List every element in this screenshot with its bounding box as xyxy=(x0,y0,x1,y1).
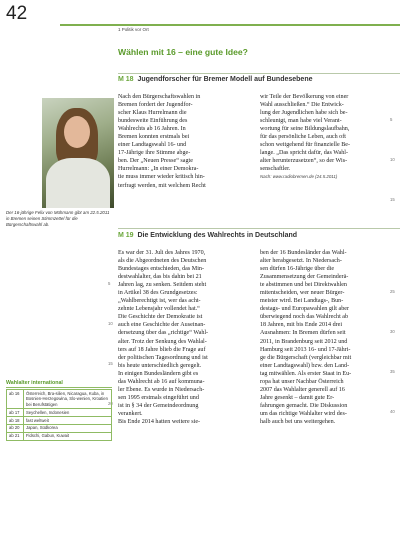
countries-cell: fast weltweit xyxy=(24,417,112,425)
text-line: der politischen Tagesordnung und ist xyxy=(118,354,208,361)
text-line: einer Landtagswahl) bzw. den Land- xyxy=(260,362,350,369)
chapter-kicker: 1 Politik vor Ort xyxy=(118,27,149,32)
text-line: 17-Jährige ihre Stimme abge- xyxy=(118,150,191,157)
text-line: ler Ebene. Es wurde in Niedersach- xyxy=(118,386,205,393)
text-line: bis heute unterschiedlich geregelt. xyxy=(118,362,202,369)
m19-line-35: 35 xyxy=(390,369,395,374)
text-line: auch eine Geschichte der Auseinan- xyxy=(118,322,206,329)
photo-shirt xyxy=(46,158,110,208)
text-line: ters auf 18 Jahre blieb die Frage auf xyxy=(118,346,206,353)
table-row xyxy=(7,432,112,440)
text-line: überwiegend noch das Wahlrecht ab xyxy=(260,314,349,321)
text-line: wortung für seine Bildungslaufbahn, xyxy=(260,126,350,133)
voter-photo xyxy=(42,98,114,208)
text-line: schon weitgehend für finanzielle Be- xyxy=(260,142,351,149)
text-line: 2007 das Wahlalter generell auf 16 xyxy=(260,386,345,393)
text-line: scher Klaus Hurrelmann die xyxy=(118,110,187,117)
text-line: alter herunterzusetzen“, so der Wis- xyxy=(260,158,348,165)
text-line: terfragt werden, mit welchem Recht xyxy=(118,182,206,189)
text-line: te abstimmen und bei Direktwahlen xyxy=(260,282,347,289)
text-line: alter. Trotz der Senkung des Wahlal- xyxy=(118,338,207,345)
text-line: für das persönliche Leben, auch oft xyxy=(260,134,346,141)
text-line: ist in § 34 der Gemeindeordnung xyxy=(118,402,199,409)
m18-column-1 xyxy=(118,93,246,190)
text-line: „Wahlberechtigt ist, wer das acht- xyxy=(118,298,201,305)
text-line: in Artikel 38 des Grundgesetzes: xyxy=(118,290,198,297)
countries-cell: Österreich, Bra-silien, Nicaragua, Kuba, in Bosnien-Herzegowina, Slo-wenien, Kroatien bei Berufstätigen xyxy=(24,390,112,409)
m18-source: Nach: www.radiobremen.de (24.5.2011) xyxy=(260,174,338,179)
text-line: Bundestages entschieden, das Min- xyxy=(118,266,204,273)
table-row xyxy=(7,424,112,432)
text-line: bundesweite Einführung des xyxy=(118,118,188,125)
m19-line-20: 20 xyxy=(108,401,113,406)
header-rule xyxy=(60,24,400,26)
m18-line-15: 15 xyxy=(390,197,395,202)
m19-line-10: 10 xyxy=(108,321,113,326)
text-line: senschaftler. xyxy=(260,166,291,173)
text-line: lange. „Das spricht dafür, das Wahl- xyxy=(260,150,348,157)
age-cell: ab 16 xyxy=(7,390,24,409)
text-line: Jahren lag, zu senken. Seitdem steht xyxy=(118,282,207,289)
text-line: Wahlrechts ab 16 Jahren. In xyxy=(118,126,186,133)
text-line: Jahre gesenkt – damit gute Er- xyxy=(260,394,335,401)
age-cell: ab 21 xyxy=(7,432,24,440)
text-line: Bis Ende 2014 hatten weitere sie- xyxy=(118,418,201,425)
wahlalter-title: Wahlalter international xyxy=(6,380,63,386)
text-line: ge die Bürgerschaft (vergleichbar mit xyxy=(260,354,352,361)
text-line: verankert. xyxy=(118,410,143,417)
wahlalter-table xyxy=(6,389,112,441)
text-line: tag mitwählen. Als erster Staat in Eu- xyxy=(260,370,352,377)
photo-caption: Der 16-jährige Felix von Mühmann gibt am 22.5.2011 in Bremen seinen Stimmzettel für die Bürgerschaftswahl ab. xyxy=(6,210,110,227)
m18-title: Jugendforscher für Bremer Modell auf Bundesebene xyxy=(137,76,313,83)
m19-column-2 xyxy=(260,249,388,426)
m19-line-25: 25 xyxy=(390,289,395,294)
countries-cell: Fidschi, Gabun, Kuwait xyxy=(24,432,112,440)
text-line: halb auch bei uns weitergehen. xyxy=(260,418,336,425)
text-line: Wahl ausschließen.“ Die Entwick- xyxy=(260,102,344,109)
text-line: Die Geschichte der Demokratie ist xyxy=(118,314,203,321)
m19-line-5: 5 xyxy=(108,281,111,286)
text-line: tie muss immer wieder kritisch hin- xyxy=(118,174,205,181)
m19-heading xyxy=(118,232,297,239)
m19-line-15: 15 xyxy=(108,361,113,366)
m18-heading xyxy=(118,76,313,83)
table-row xyxy=(7,390,112,409)
photo-face xyxy=(64,116,90,148)
m19-title: Die Entwicklung des Wahlrechts in Deutschland xyxy=(137,232,298,239)
text-line: ben der 16 Bundesländer das Wahl- xyxy=(260,250,347,256)
text-line: Bremen fordert der Jugendfor- xyxy=(118,102,193,109)
section-title: Wählen mit 16 – eine gute Idee? xyxy=(118,47,248,57)
page-number: 42 xyxy=(6,3,28,24)
m19-line-30: 30 xyxy=(390,329,395,334)
m18-line-5: 5 xyxy=(390,117,393,122)
text-line: lung der Jugendlichen habe sich be- xyxy=(260,110,348,117)
m19-column-1 xyxy=(118,249,246,426)
text-line: zehnte Lebensjahr vollendet hat.“ xyxy=(118,306,200,313)
text-line: ben. Der „Neuen Presse“ sagte xyxy=(118,158,193,165)
text-line: schleunigt, man habe viel Verant- xyxy=(260,118,342,125)
text-line: Nach den Bürgerschaftswahlen in xyxy=(118,94,201,100)
m18-line-10: 10 xyxy=(390,157,395,162)
text-line: als die Abgeordneten des Deutschen xyxy=(118,258,207,265)
age-cell: ab 18 xyxy=(7,417,24,425)
text-line: wir Teile der Bevölkerung von einer xyxy=(260,94,349,100)
text-line: Zusammensetzung der Gemeinderä- xyxy=(260,274,349,281)
text-line: einer Landtagswahl 16- und xyxy=(118,142,187,149)
text-line: mitentscheiden, wer neuer Bürger- xyxy=(260,290,345,297)
text-line: alter herabgesetzt. In Niedersach- xyxy=(260,258,342,265)
m19-code: M 19 xyxy=(118,232,134,239)
text-line: Bremen konnten erstmals bei xyxy=(118,134,190,141)
text-line: dersetzung über das „richtige“ Wahl- xyxy=(118,330,209,337)
text-line: In einigen Bundesländern gibt es xyxy=(118,370,199,377)
countries-cell: Japan, Südkorea xyxy=(24,424,112,432)
text-line: meister wird. Bei Landtags-, Bun- xyxy=(260,298,344,305)
table-row xyxy=(7,417,112,425)
m18-code: M 18 xyxy=(118,76,134,83)
text-line: destags- und Europawahlen gilt aber xyxy=(260,306,350,313)
text-line: destwahlalter, das bis dahin bei 21 xyxy=(118,274,202,281)
text-line: sen dürfen 16-Jährige über die xyxy=(260,266,335,273)
text-line: Hurrelmann: „In einer Demokra- xyxy=(118,166,199,173)
text-line: Ausnahmen: In Bremen dürfen seit xyxy=(260,330,346,337)
m18-divider xyxy=(118,73,400,74)
text-line: 2011, in Brandenburg seit 2012 und xyxy=(260,338,348,345)
table-row xyxy=(7,409,112,417)
m19-divider xyxy=(118,228,400,229)
text-line: fahrungen gemacht. Die Diskussion xyxy=(260,402,348,409)
text-line: ropa hat unser Nachbar Österreich xyxy=(260,378,344,385)
countries-cell: Seychellen, Indonesien xyxy=(24,409,112,417)
text-line: Hamburg seit 2013 16- und 17-Jähri- xyxy=(260,346,351,353)
text-line: sen 1995 erstmals eingeführt und xyxy=(118,394,199,401)
text-line: Es war der 31. Juli des Jahres 1970, xyxy=(118,250,206,256)
wahlalter-rule xyxy=(6,387,112,388)
text-line: das Wahlrecht ab 16 auf kommuna- xyxy=(118,378,205,385)
m18-column-2 xyxy=(260,93,388,173)
m19-line-40: 40 xyxy=(390,409,395,414)
text-line: um das richtige Wahlalter wird des- xyxy=(260,410,347,417)
age-cell: ab 20 xyxy=(7,424,24,432)
age-cell: ab 17 xyxy=(7,409,24,417)
text-line: 18 Jahren, mit bis Ende 2014 drei xyxy=(260,322,343,329)
